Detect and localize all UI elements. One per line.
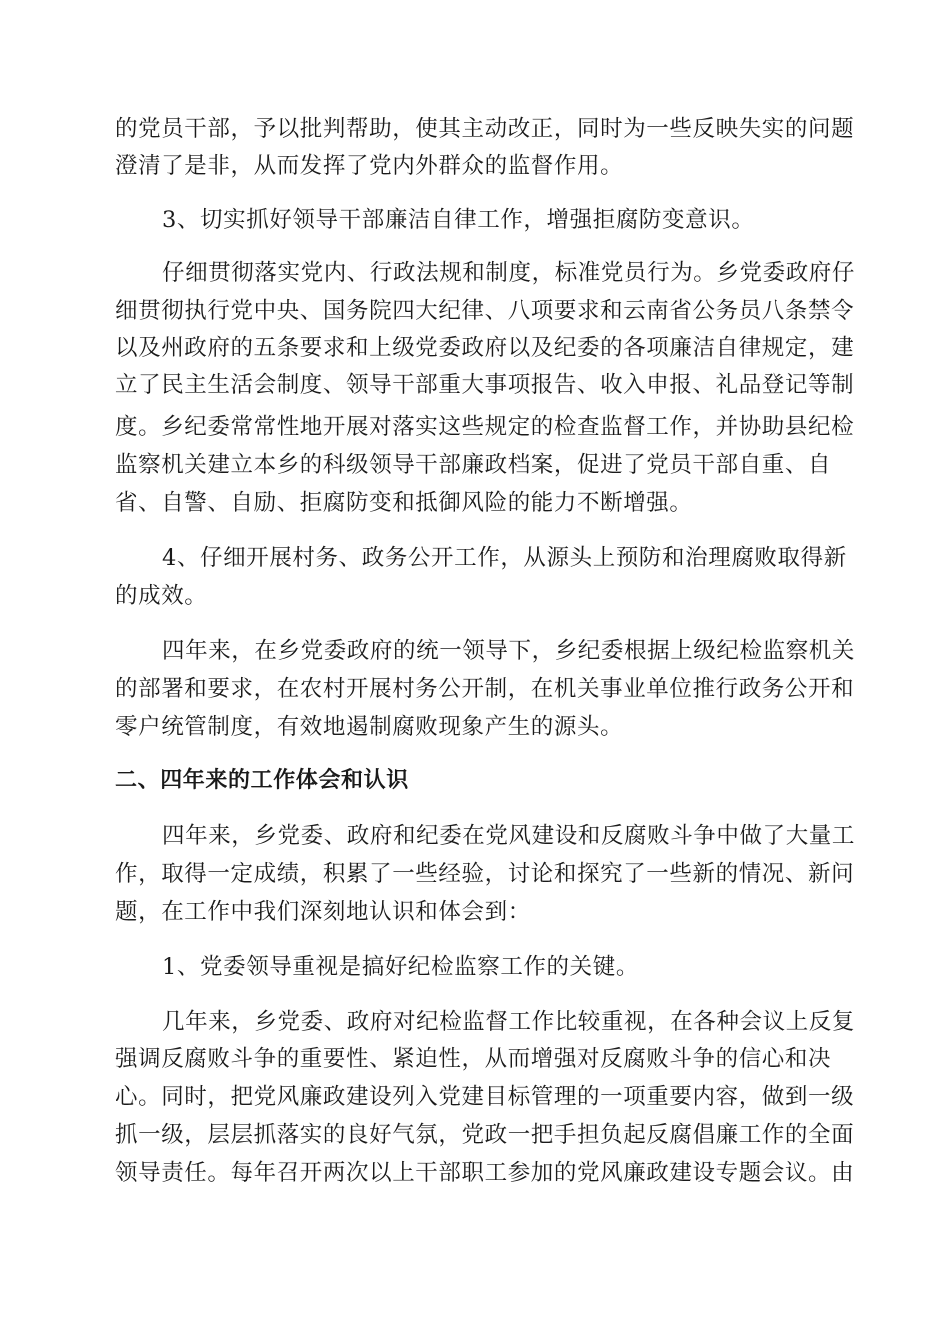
section-item-3: 3、切实抓好领导干部廉洁自律工作，增强拒腐防变意识。 [162, 207, 755, 233]
section-item-1: 1、党委领导重视是搞好纪检监察工作的关键。 [162, 954, 639, 980]
paragraph-line: 省、自警、自励、拒腐防变和抵御风险的能力不断增强。 [115, 490, 693, 516]
paragraph-line: 仔细贯彻落实党内、行政法规和制度，标准党员行为。乡党委政府仔 [162, 260, 856, 286]
paragraph-line: 监察机关建立本乡的科级领导干部廉政档案，促进了党员干部自重、自 [115, 452, 832, 478]
paragraph-line: 的党员干部，予以批判帮助，使其主动改正，同时为一些反映失实的问题 [115, 116, 855, 142]
paragraph-line: 度。乡纪委常常性地开展对落实这些规定的检查监督工作，并协助县纪检 [115, 414, 855, 440]
section-heading: 二、四年来的工作体会和认识 [115, 768, 409, 793]
paragraph-line: 细贯彻执行党中央、国务院四大纪律、八项要求和云南省公务员八条禁令 [115, 298, 855, 324]
paragraph-line: 以及州政府的五条要求和上级党委政府以及纪委的各项廉洁自律规定，建 [115, 335, 855, 361]
paragraph-line: 题，在工作中我们深刻地认识和体会到： [115, 899, 531, 925]
paragraph-line: 的部署和要求，在农村开展村务公开制，在机关事业单位推行政务公开和 [115, 676, 855, 702]
section-item-4: 4、仔细开展村务、政务公开工作，从源头上预防和治理腐败取得新 [162, 545, 847, 571]
paragraph-line: 心。同时，把党风廉政建设列入党建目标管理的一项重要内容，做到一级 [115, 1084, 855, 1110]
paragraph-line: 的成效。 [115, 583, 208, 609]
paragraph-line: 作，取得一定成绩，积累了一些经验，讨论和探究了一些新的情况、新问 [115, 861, 855, 887]
paragraph-line: 四年来，乡党委、政府和纪委在党风建设和反腐败斗争中做了大量工 [162, 823, 856, 849]
paragraph-line: 零户统管制度，有效地遏制腐败现象产生的源头。 [115, 714, 624, 740]
paragraph-line: 四年来，在乡党委政府的统一领导下，乡纪委根据上级纪检监察机关 [162, 638, 856, 664]
paragraph-line: 澄清了是非，从而发挥了党内外群众的监督作用。 [115, 153, 624, 179]
paragraph-line: 几年来，乡党委、政府对纪检监督工作比较重视，在各种会议上反复 [162, 1009, 856, 1035]
paragraph-line: 强调反腐败斗争的重要性、紧迫性，从而增强对反腐败斗争的信心和决 [115, 1046, 832, 1072]
paragraph-line: 领导责任。每年召开两次以上干部职工参加的党风廉政建设专题会议。由 [115, 1160, 855, 1186]
paragraph-line: 抓一级，层层抓落实的良好气氛，党政一把手担负起反腐倡廉工作的全面 [115, 1122, 855, 1148]
paragraph-line: 立了民主生活会制度、领导干部重大事项报告、收入申报、礼品登记等制 [115, 372, 855, 398]
